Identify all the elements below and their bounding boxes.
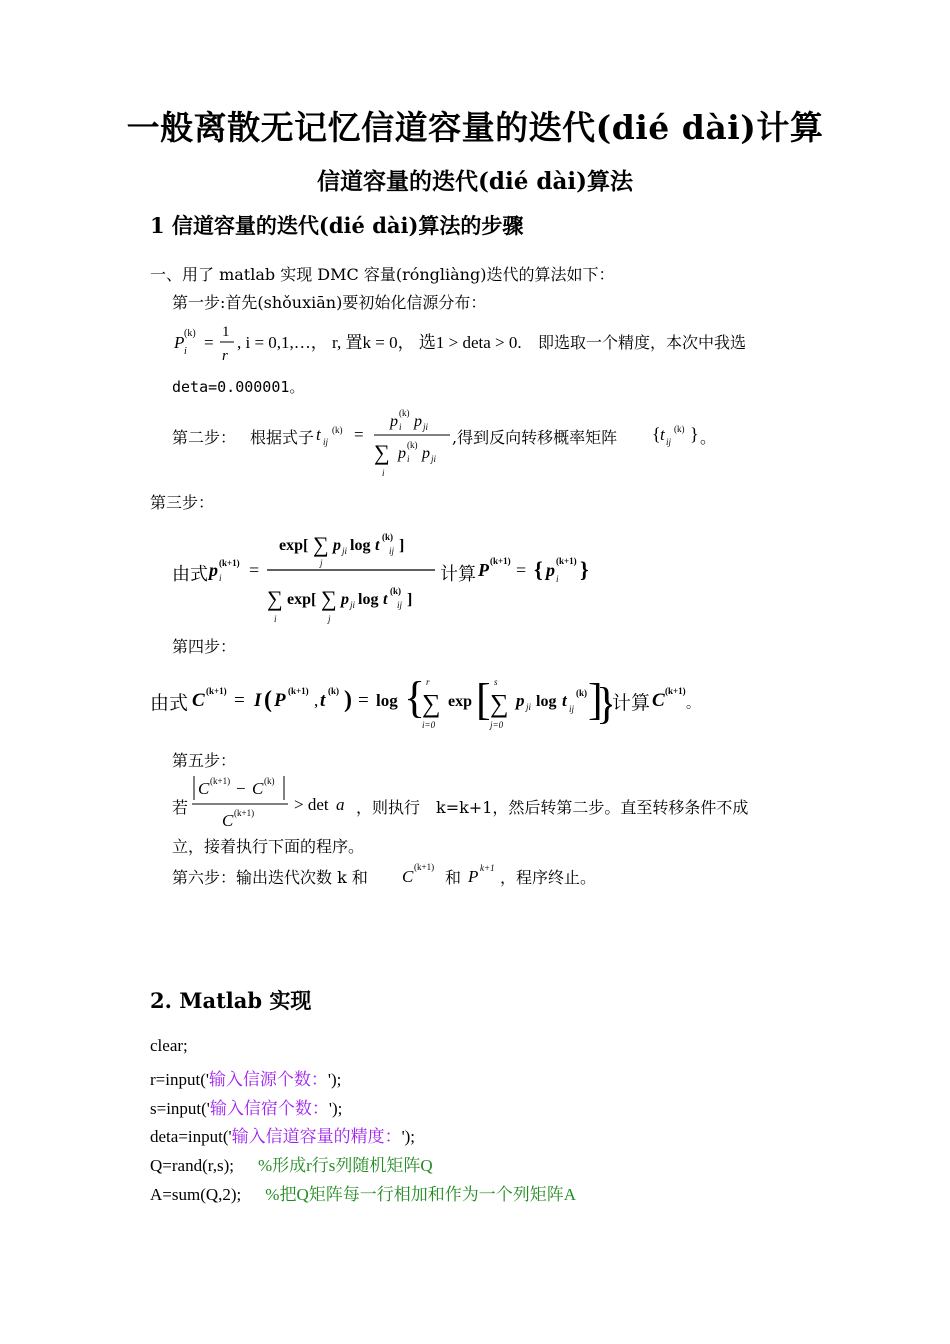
svg-text:(k): (k) [576,688,587,698]
step3-post: 计算 [440,564,476,585]
svg-text:i: i [274,614,277,624]
svg-text:}: } [580,557,589,582]
svg-text:): ) [344,687,352,713]
step4-pre: 由式 [150,692,189,714]
svg-text:j=0: j=0 [490,720,504,730]
svg-text:p: p [546,560,555,580]
svg-text:P: P [274,690,286,711]
step2-label: 第二步： [172,428,237,447]
step1-label: 第一步:首先(shǒuxiān)要初始化信源分布： [172,293,487,312]
svg-text:C: C [252,779,264,798]
svg-text:=: = [516,560,527,580]
svg-text:∑: ∑ [313,532,329,557]
step5-formula-image [190,772,354,830]
svg-text:]: ] [407,591,413,608]
svg-text:p: p [209,560,218,580]
step4-result-image [650,680,694,714]
step5-formula [190,772,354,834]
step2-post: ,得到反向转移概率矩阵 [452,428,618,447]
svg-text:t: t [320,690,326,711]
svg-text:(k): (k) [264,776,275,786]
svg-text:i: i [184,346,187,357]
step5-label: 第五步： [172,751,237,770]
svg-text:∑: ∑ [422,689,441,718]
svg-text:ij: ij [397,600,403,610]
step1-formula-image [172,318,542,368]
svg-text:(: ( [264,687,272,713]
svg-text:=: = [234,690,245,711]
svg-text:t: t [316,425,321,444]
svg-text:(k): (k) [328,686,339,696]
step3-label: 第三步： [150,493,215,512]
svg-text:=: = [249,560,260,580]
step6-pre: 第六步：输出迭代次数 k 和 [172,868,368,887]
step1-after-text: 即选取一个精度，本次中我选 [538,333,747,352]
svg-text:j: j [320,558,323,568]
code-comment: %形成r行s列随机矩阵Q [257,1156,433,1175]
svg-text:i=0: i=0 [422,720,436,730]
code-line: s=input('输入信宿个数：'); [150,1099,343,1118]
svg-text:i: i [407,454,410,464]
step4-brace-image [596,670,612,734]
step3-formula-image [207,526,437,630]
step5-text1: ，则执行 k=k+1，然后转第二步。直至转移条件不成 [356,798,749,817]
svg-text:ij: ij [666,437,672,447]
svg-text:∑: ∑ [267,586,283,611]
svg-text:∑: ∑ [374,440,390,465]
svg-text:p: p [341,591,349,608]
svg-text:[: [ [476,675,491,724]
svg-text:(k): (k) [382,532,393,542]
svg-text:a: a [336,795,345,814]
svg-text:i: i [382,468,385,478]
section-1-heading: 1 信道容量的迭代(dié dài)算法的步骤 [150,213,524,238]
step6-p-symbol [466,858,500,892]
intro-text: 一、用了 matlab 实现 DMC 容量(róngliàng)迭代的算法如下： [150,265,615,284]
step4-formula [190,668,600,738]
svg-text:p: p [422,445,430,462]
svg-text:C: C [402,867,414,886]
svg-text:C: C [192,690,205,711]
svg-text:(k): (k) [332,425,343,435]
section-2-heading: 2. Matlab 实现 [150,988,312,1013]
svg-text:p: p [390,413,398,430]
svg-text:t: t [660,425,665,444]
svg-text:=: = [358,690,369,711]
svg-text:(k+1): (k+1) [234,808,255,818]
svg-text:log: log [536,693,557,710]
code-string: 输入信源个数： [208,1070,328,1089]
code-line: deta=input('输入信道容量的精度：'); [150,1127,416,1146]
svg-text:t: t [375,537,380,554]
svg-text:ij: ij [389,546,395,556]
svg-text:t: t [562,691,567,710]
step6-p-image [466,858,500,888]
svg-text:ji: ji [526,702,532,712]
step4-brace-close [596,670,612,738]
svg-text:i: i [219,573,222,583]
svg-text:(k+1): (k+1) [219,558,240,568]
code-string: 输入信道容量的精度： [231,1127,402,1146]
svg-text:(k+1): (k+1) [490,556,511,566]
svg-text:p: p [398,445,406,462]
step3-result [476,552,592,592]
step2-formula [314,402,454,484]
svg-text:log: log [376,691,398,710]
svg-text:(k): (k) [399,408,410,418]
svg-text:ji: ji [431,454,437,464]
svg-text:。 [686,697,694,712]
step2-end: 。 [700,428,717,447]
svg-text:ij: ij [569,704,575,714]
svg-text:{: { [652,424,661,444]
svg-text:C: C [222,811,234,830]
code-line: A=sum(Q,2); %把Q矩阵每一行相加和作为一个列矩阵A [150,1185,576,1204]
step1-formula [172,318,542,372]
step2-matrix-image [652,418,702,450]
svg-text:i: i [556,574,559,584]
deta-line: deta=0.000001。 [172,378,305,396]
svg-text:C: C [652,690,665,711]
step5-ruo: 若 [172,798,189,817]
svg-text:(k+1): (k+1) [414,862,435,872]
svg-text:r: r [222,348,228,364]
svg-text:(k): (k) [407,440,418,450]
svg-text:log: log [350,537,371,554]
svg-text:{: { [534,557,543,582]
svg-text:log: log [358,591,379,608]
svg-text:(k): (k) [674,424,685,434]
step5-text2: 立，接着执行下面的程序。 [172,837,365,856]
svg-text:exp: exp [448,693,472,710]
document-title: 一般离散无记忆信道容量的迭代(dié dài)计算 [126,108,824,147]
svg-text:p: p [414,413,422,430]
svg-text:−: − [236,779,246,798]
svg-text:]: ] [399,537,405,554]
svg-text:1: 1 [222,324,230,340]
svg-text:(k): (k) [184,328,196,339]
svg-text:C: C [198,779,210,798]
step6-c-image [400,858,442,888]
svg-text:(k+1): (k+1) [556,556,577,566]
svg-text:} [596,679,612,728]
svg-text:, i = 0,1,…， r, 置k = 0， 选1 > d: , i = 0,1,…， r, 置k = 0， 选1 > deta > 0. [237,333,522,352]
svg-text:ji: ji [423,422,429,432]
code-line: r=input('输入信源个数：'); [150,1070,342,1089]
svg-text:(k+1): (k+1) [210,776,231,786]
step3-pre: 由式 [172,564,208,585]
step2-formula-image [314,402,454,480]
svg-text:=: = [354,425,364,444]
svg-text:ji: ji [350,600,356,610]
svg-text:(k+1): (k+1) [206,686,227,696]
svg-text:P: P [468,867,479,886]
step6-post: ，程序终止。 [500,868,597,887]
svg-text:exp[: exp[ [279,537,309,554]
svg-text:,: , [314,691,319,710]
svg-text:I: I [254,690,262,711]
step4-formula-image [190,668,600,734]
step6-c-symbol [400,858,442,892]
svg-text:ji: ji [342,546,348,556]
step2-matrix [652,418,702,454]
document-subtitle: 信道容量的迭代(dié dài)算法 [317,168,633,195]
step3-formula [207,526,437,634]
svg-text:(k+1): (k+1) [665,686,686,696]
svg-text:j: j [328,614,331,624]
svg-text:P: P [174,333,185,352]
svg-text:> det: > det [294,795,329,814]
svg-text:exp[: exp[ [287,591,317,608]
svg-text:p: p [333,537,341,554]
step2-pre: 根据式子 [250,428,315,447]
svg-text:∑: ∑ [490,689,509,718]
svg-text:(k+1): (k+1) [288,686,309,696]
code-line: Q=rand(r,s); %形成r行s列随机矩阵Q [150,1156,433,1175]
svg-text:∑: ∑ [321,586,337,611]
step3-result-image [476,552,592,588]
svg-text:}: } [690,424,699,444]
svg-text:k+1: k+1 [480,863,495,873]
svg-text:{: { [404,673,426,722]
svg-text:i: i [399,422,402,432]
code-comment: %把Q矩阵每一行相加和作为一个列矩阵A [265,1185,576,1204]
svg-text:p: p [516,691,525,710]
step4-label: 第四步： [172,637,237,656]
step4-result [650,680,694,718]
step4-post: 计算 [612,692,651,714]
svg-text:t: t [383,591,388,608]
svg-text:ij: ij [323,437,329,447]
code-string: 输入信宿个数： [209,1099,329,1118]
svg-text:=: = [204,333,214,352]
svg-text:s: s [494,677,498,687]
step6-mid: 和 [445,868,462,887]
svg-text:r: r [426,677,430,687]
svg-text:P: P [478,560,489,580]
svg-text:(k): (k) [390,586,401,596]
code-line: clear; [150,1036,188,1055]
